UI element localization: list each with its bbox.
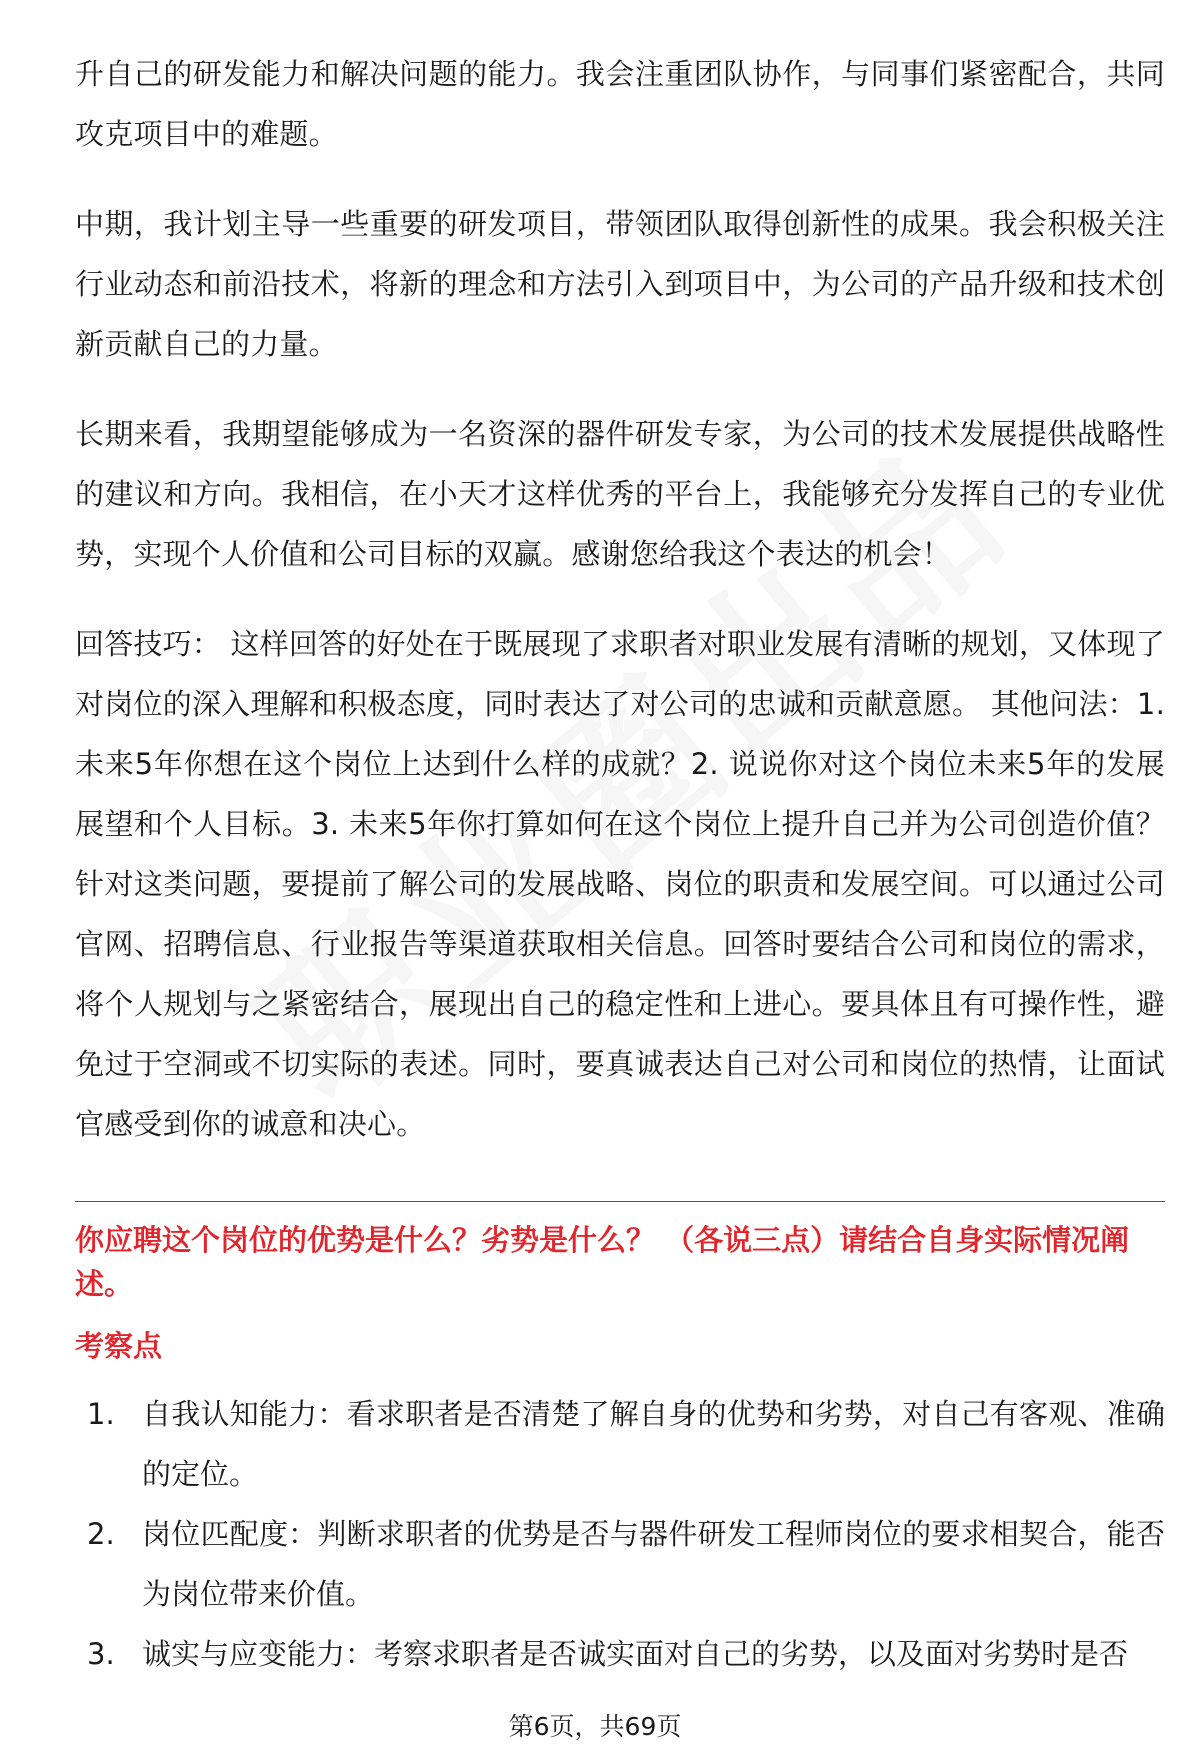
paragraph-mid-term: 中期，我计划主导一些重要的研发项目，带领团队取得创新性的成果。我会积极关注行业动态和前沿技术，将新的理念和方法引入到项目中，为公司的产品升级和技术创新贡献自己的力量。 (75, 207, 1165, 361)
question-heading: 你应聘这个岗位的优势是什么？劣势是什么？ （各说三点）请结合自身实际情况阐述。 (75, 1223, 1130, 1301)
page-footer: 第6页，共69页 (508, 1712, 682, 1741)
paragraph-short-term: 升自己的研发能力和解决问题的能力。我会注重团队协作，与同事们紧密配合，共同攻克项目中的难题。 (75, 57, 1165, 151)
list-item-number: 2. (87, 1517, 115, 1551)
list-item-text: 岗位匹配度：判断求职者的优势是否与器件研发工程师岗位的要求相契合，能否为岗位带来价值。 (142, 1517, 1165, 1611)
assessment-list (75, 1384, 1165, 1684)
document-body (75, 44, 1165, 1684)
paragraph-long-term: 长期来看，我期望能够成为一名资深的器件研发专家，为公司的技术发展提供战略性的建议和方向。我相信，在小天才这样优秀的平台上，我能够充分发挥自己的专业优势，实现个人价值和公司目标的双赢。感谢您给我这个表达的机会！ (75, 417, 1165, 571)
list-item-text: 诚实与应变能力：考察求职者是否诚实面对自己的劣势，以及面对劣势时是否 (142, 1637, 1129, 1671)
list-item-text: 自我认知能力：看求职者是否清楚了解自身的优势和劣势，对自己有客观、准确的定位。 (142, 1397, 1165, 1491)
section-label-assessment: 考察点 (75, 1329, 163, 1363)
list-item (87, 1384, 1165, 1504)
list-item-number: 3. (87, 1637, 115, 1671)
section-divider (75, 1201, 1165, 1202)
paragraph-answer-tips: 回答技巧： 这样回答的好处在于既展现了求职者对职业发展有清晰的规划，又体现了对岗位的深入理解和积极态度，同时表达了对公司的忠诚和贡献意愿。 其他问法：1. 未来5年你想在这个岗位上达到什么样的成就？2. 说说你对这个岗位未来5年的发展展望和个人目标。3. 未来5年你打算如何在这个岗位上提升自己并为公司创造价值？ 针对这类问题，要提前了解公司的发展战略、岗位的职责和发展空间。可以通过公司官网、招聘信息、行业报告等渠道获取相关信息。回答时要结合公司和岗位的需求，将个人规划与之紧密结合，展现出自己的稳定性和上进心。要具体且有可操作性，避免过于空洞或不切实际的表述。同时，要真诚表达自己对公司和岗位的热情，让面试官感受到你的诚意和决心。 (75, 627, 1165, 1141)
list-item (87, 1624, 1165, 1684)
list-item (87, 1504, 1165, 1624)
list-item-number: 1. (87, 1397, 115, 1431)
